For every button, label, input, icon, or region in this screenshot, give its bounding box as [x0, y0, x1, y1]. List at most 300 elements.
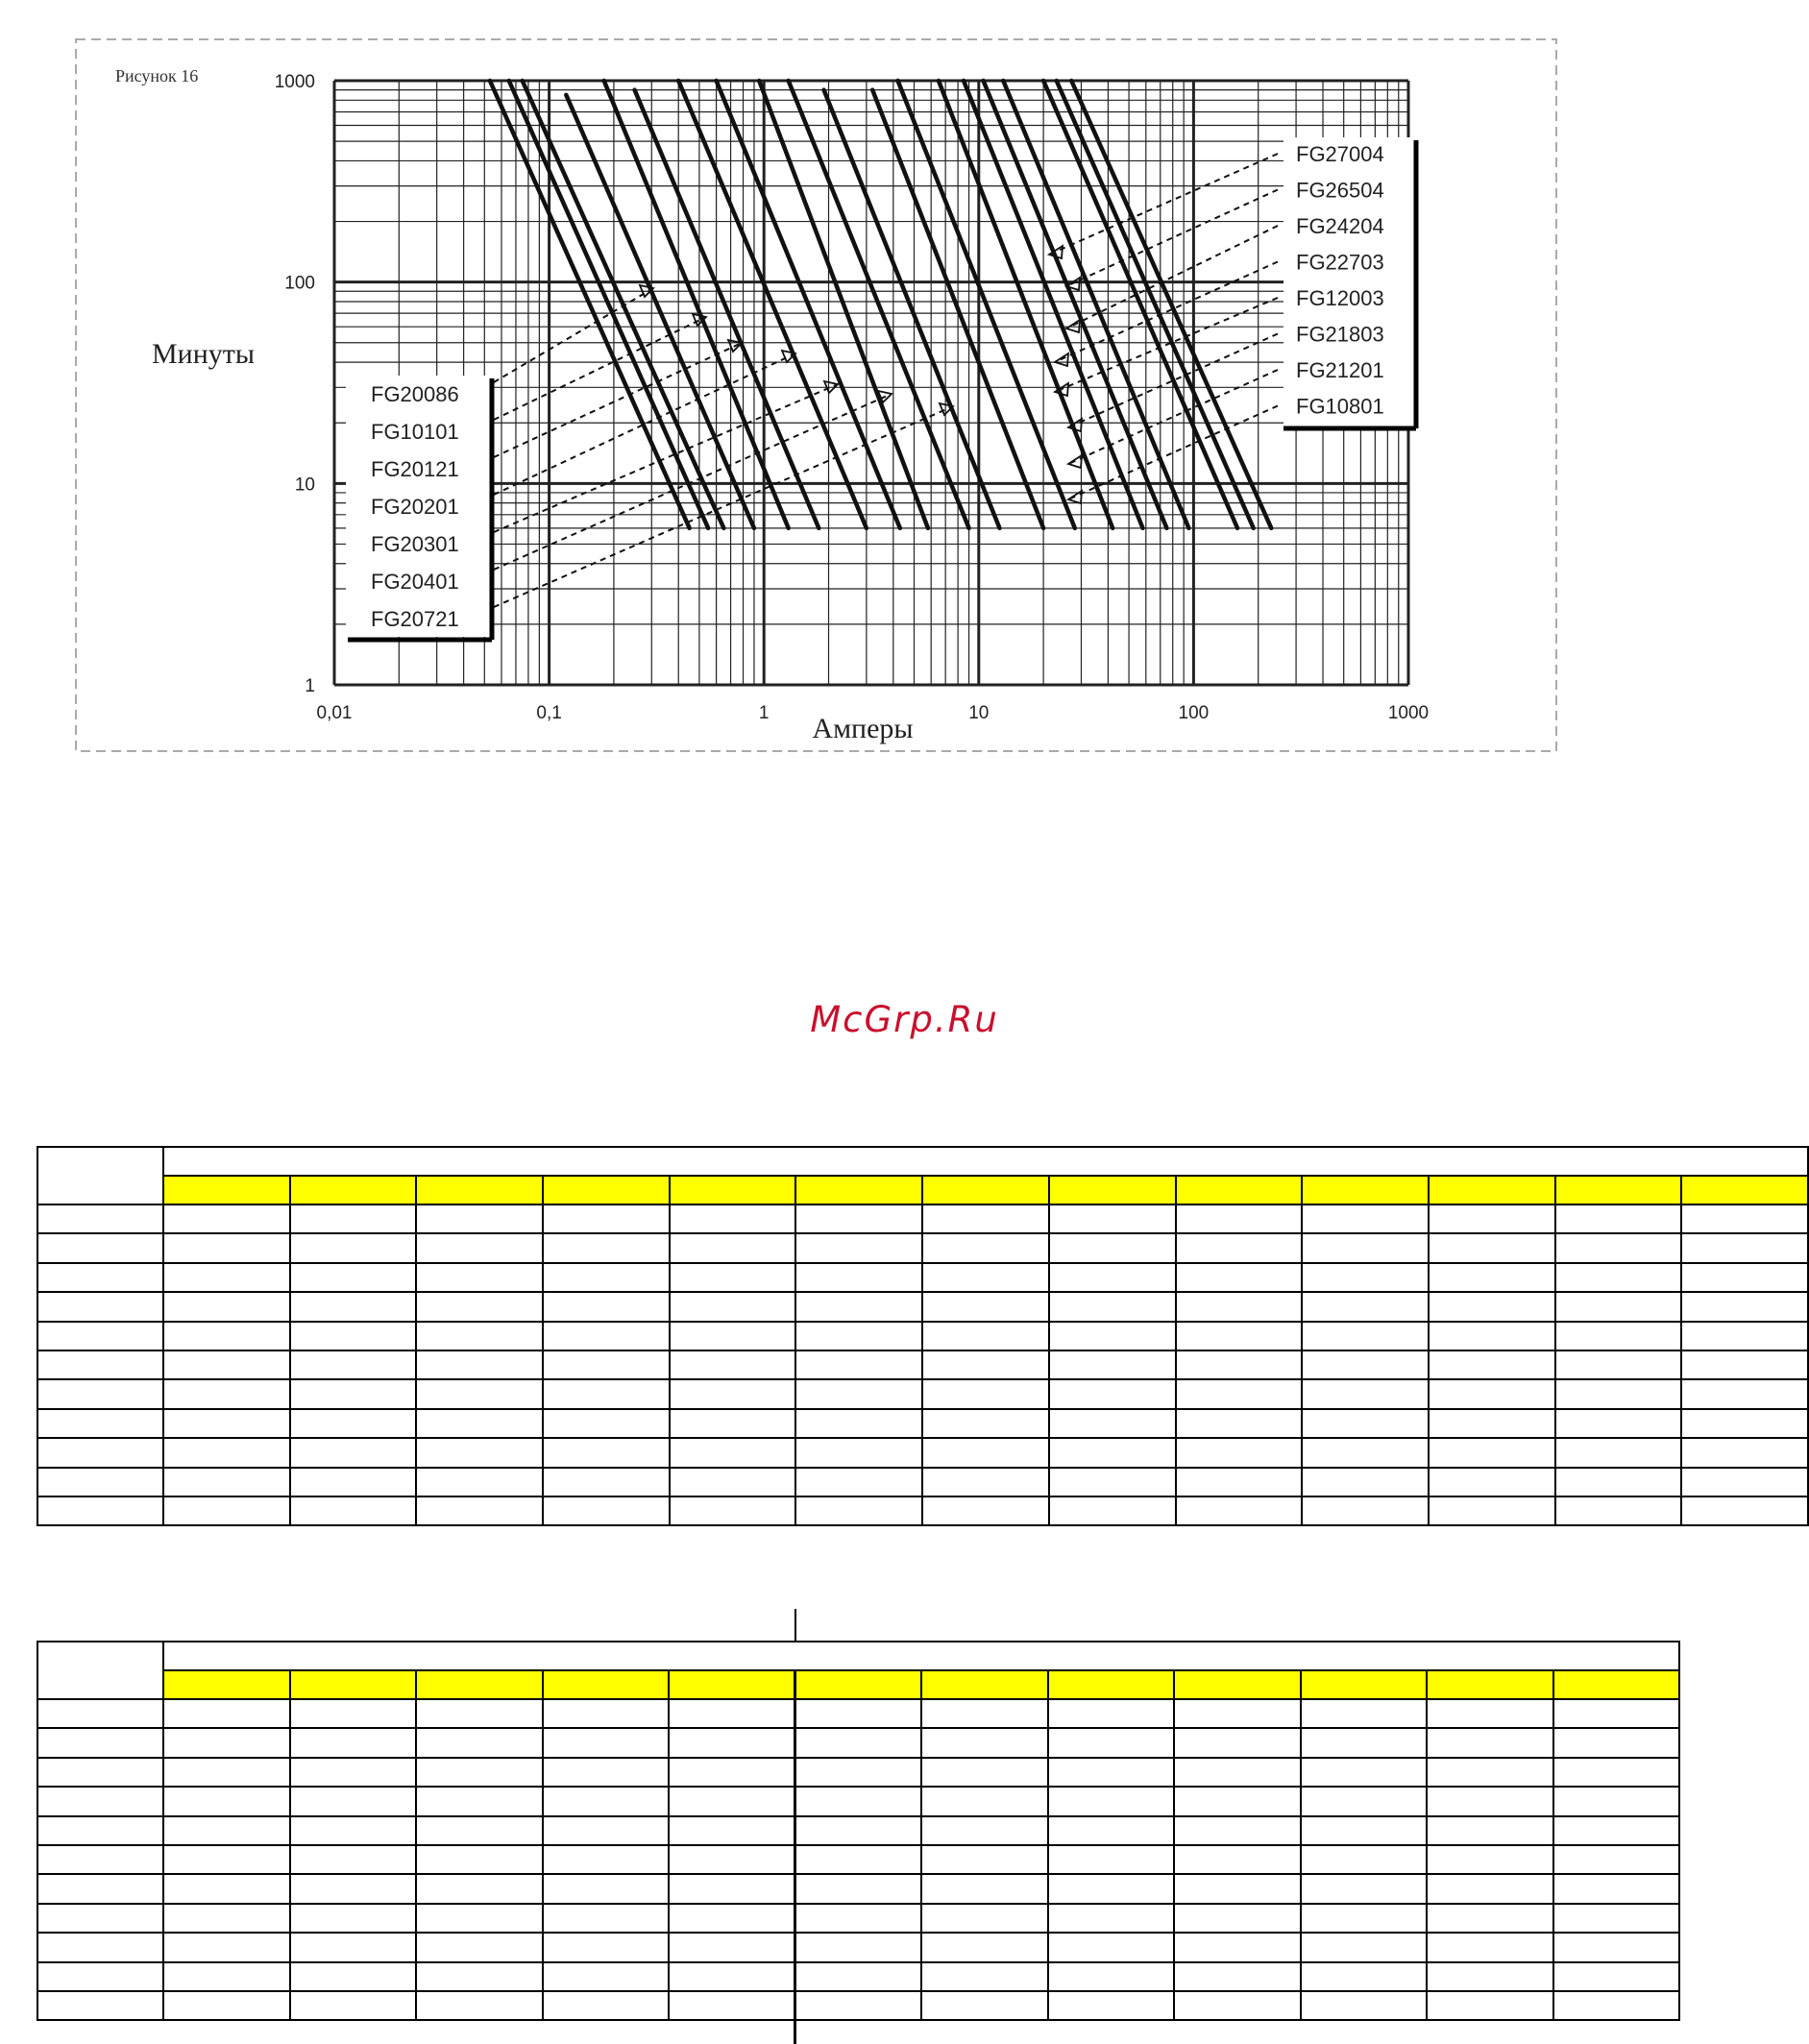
- table-cell: [669, 1933, 795, 1961]
- legend-left-label: FG20401: [371, 570, 459, 594]
- table-cell: [921, 1758, 1048, 1787]
- table-cell: [543, 1991, 670, 2020]
- table-cell: [1681, 1322, 1808, 1350]
- table-cell: [795, 1845, 922, 1874]
- table-subheader-cell: [290, 1670, 417, 1699]
- table-cell: [1427, 1991, 1553, 2020]
- table-cell: [1302, 1379, 1429, 1408]
- table-cell: [416, 1991, 543, 2020]
- table-cell: [795, 1233, 922, 1262]
- table-cell: [669, 1699, 795, 1728]
- curve-FG30030: [1071, 81, 1271, 528]
- table-cell: [1555, 1322, 1682, 1350]
- table-cell: [37, 1758, 163, 1787]
- y-tick-label: 100: [284, 273, 315, 294]
- table-row: [37, 1728, 1679, 1757]
- table-cell: [416, 1699, 543, 1728]
- table-cell: [922, 1322, 1049, 1350]
- table-cell: [1049, 1233, 1176, 1262]
- table-cell: [1176, 1322, 1303, 1350]
- table-cell: [1555, 1468, 1682, 1496]
- y-tick-label: 1000: [274, 72, 315, 92]
- legend-right-label: FG21803: [1296, 322, 1384, 347]
- table-cell: [543, 1233, 670, 1262]
- curve-FG10801: [717, 81, 900, 528]
- table-cell: [921, 1728, 1048, 1757]
- table-cell: [416, 1758, 543, 1787]
- table-cell: [795, 1728, 922, 1757]
- table-cell: [921, 1816, 1048, 1845]
- legend-left-label: FG20201: [371, 495, 459, 519]
- table-cell: [543, 1438, 670, 1467]
- table-cell: [795, 1962, 922, 1991]
- table-cell: [922, 1379, 1049, 1408]
- table-cell: [1302, 1233, 1429, 1262]
- table-cell: [1301, 1728, 1428, 1757]
- table-cell: [416, 1233, 543, 1262]
- table-cell: [670, 1263, 796, 1292]
- table-cell: [1049, 1292, 1176, 1321]
- table-cell: [1681, 1233, 1808, 1262]
- table-cell: [37, 1962, 163, 1991]
- table-cell: [670, 1292, 796, 1321]
- table-cell: [1302, 1496, 1429, 1525]
- legend-left-label: FG20721: [371, 607, 459, 631]
- table-cell: [669, 1845, 795, 1874]
- table-cell: [163, 1904, 290, 1933]
- table-subheader-cell: [163, 1670, 290, 1699]
- table-cell: [1176, 1263, 1303, 1292]
- table-subheader-cell: [670, 1176, 796, 1204]
- table-cell: [1174, 1728, 1301, 1757]
- table-cell: [1553, 1728, 1680, 1757]
- table-subheader-cell: [1553, 1670, 1680, 1699]
- table-cell: [1176, 1292, 1303, 1321]
- table-row: [37, 1758, 1679, 1787]
- table-cell: [543, 1728, 670, 1757]
- table-cell: [1553, 1933, 1680, 1961]
- table-cell: [1681, 1350, 1808, 1379]
- y-axis-ticks: [275, 72, 315, 696]
- table-subheader-cell: [1174, 1670, 1301, 1699]
- table-cell: [1429, 1292, 1555, 1321]
- table-cell: [543, 1263, 670, 1292]
- curve-FG24204: [898, 81, 1075, 528]
- table-cell: [670, 1438, 796, 1467]
- table-cell: [795, 1204, 922, 1233]
- table-cell: [1174, 1699, 1301, 1728]
- table-cell: [163, 1845, 290, 1874]
- table-cell: [1301, 1991, 1428, 2020]
- table-cell: [1429, 1379, 1555, 1408]
- table-cell: [795, 1758, 922, 1787]
- table-cell: [1049, 1322, 1176, 1350]
- table-cell: [290, 1379, 417, 1408]
- table-cell: [1555, 1409, 1682, 1438]
- table-cell: [1049, 1438, 1176, 1467]
- table-cell: [1427, 1699, 1553, 1728]
- table-subheader-cell: [1176, 1176, 1303, 1204]
- table-cell: [921, 1845, 1048, 1874]
- table-cell: [1174, 1904, 1301, 1933]
- legend-right-label: FG27004: [1296, 142, 1384, 166]
- legend-right-label: FG24204: [1296, 214, 1384, 238]
- table-cell: [1301, 1816, 1428, 1845]
- table-cell: [1429, 1409, 1555, 1438]
- table-row: [37, 1904, 1679, 1933]
- table-cell: [1176, 1350, 1303, 1379]
- table-cell: [1429, 1350, 1555, 1379]
- table-cell: [1174, 1845, 1301, 1874]
- table-cell: [1427, 1874, 1553, 1903]
- table-cell: [1302, 1468, 1429, 1496]
- table-cell: [1555, 1263, 1682, 1292]
- table-cell: [1301, 1874, 1428, 1903]
- table-cell: [1427, 1758, 1553, 1787]
- table-cell: [163, 1438, 290, 1467]
- table-cell: [543, 1204, 670, 1233]
- table-row: [37, 1350, 1808, 1379]
- table-cell: [416, 1350, 543, 1379]
- table-cell: [416, 1438, 543, 1467]
- table-cell: [1176, 1409, 1303, 1438]
- table-cell: [163, 1233, 290, 1262]
- empty-table-1: [37, 1146, 1809, 1526]
- table-cell: [1302, 1263, 1429, 1292]
- table-cell: [1427, 1904, 1553, 1933]
- table-cell: [416, 1409, 543, 1438]
- table-cell: [1301, 1962, 1428, 1991]
- table-row: [37, 1787, 1679, 1815]
- table-cell: [163, 1322, 290, 1350]
- table-cell: [1302, 1409, 1429, 1438]
- curve-FG30014: [1003, 81, 1188, 528]
- table-header-cell: [163, 1147, 1808, 1176]
- table-cell: [1429, 1438, 1555, 1467]
- table-cell: [1048, 1962, 1175, 1991]
- table-cell: [1302, 1350, 1429, 1379]
- table-subheader-cell: [795, 1176, 922, 1204]
- table-cell: [1681, 1292, 1808, 1321]
- table-cell: [1681, 1468, 1808, 1496]
- table-cell: [670, 1409, 796, 1438]
- table-cell: [1555, 1233, 1682, 1262]
- y-tick-label: 1: [305, 676, 315, 696]
- table-cell: [416, 1874, 543, 1903]
- table-subheader-cell: [795, 1670, 922, 1699]
- table-cell: [795, 1904, 922, 1933]
- table-cell: [1301, 1699, 1428, 1728]
- table-cell: [1049, 1409, 1176, 1438]
- table-cell: [290, 1292, 417, 1321]
- table-cell: [795, 1991, 922, 2020]
- table-row: [37, 1468, 1808, 1496]
- table-cell: [922, 1468, 1049, 1496]
- table-cell: [1427, 1933, 1553, 1961]
- table-cell: [670, 1322, 796, 1350]
- legend-right-label: FG21201: [1296, 358, 1384, 382]
- curve-FG20721: [678, 81, 867, 528]
- table-cell: [1301, 1845, 1428, 1874]
- x-tick-label: 1: [758, 703, 770, 723]
- table-cell: [1049, 1204, 1176, 1233]
- table-cell: [1176, 1438, 1303, 1467]
- table-divider-tick: [794, 1609, 796, 1641]
- table-cell: [163, 1874, 290, 1903]
- table-cell: [290, 1263, 417, 1292]
- table-cell: [37, 1991, 163, 2020]
- table-cell: [669, 1962, 795, 1991]
- table-cell: [795, 1263, 922, 1292]
- legend-left-label: FG20086: [371, 382, 459, 406]
- table-cell: [543, 1379, 670, 1408]
- table-cell: [416, 1322, 543, 1350]
- table-cell: [163, 1699, 290, 1728]
- table-cell: [290, 1204, 417, 1233]
- table-cell: [1553, 1845, 1680, 1874]
- table-cell: [1555, 1379, 1682, 1408]
- table-cell: [543, 1468, 670, 1496]
- table-cell: [1429, 1322, 1555, 1350]
- table-cell: [1302, 1438, 1429, 1467]
- table-cell: [290, 1409, 417, 1438]
- y-tick-label: 10: [294, 474, 315, 496]
- table-cell: [163, 1468, 290, 1496]
- table-cell: [1176, 1496, 1303, 1525]
- table-cell: [1302, 1322, 1429, 1350]
- table-cell: [163, 1962, 290, 1991]
- table-cell: [290, 1758, 417, 1787]
- table-cell: [416, 1787, 543, 1815]
- table-cell: [543, 1350, 670, 1379]
- table-cell: [290, 1728, 417, 1757]
- table-subheader-cell: [1427, 1670, 1553, 1699]
- table-cell: [1048, 1758, 1175, 1787]
- table-cell: [921, 1874, 1048, 1903]
- table-cell: [543, 1758, 670, 1787]
- table-cell: [290, 1845, 417, 1874]
- table-cell: [1174, 1933, 1301, 1961]
- table-cell: [543, 1904, 670, 1933]
- table-cell: [795, 1468, 922, 1496]
- table-cell: [1555, 1292, 1682, 1321]
- table-cell: [37, 1874, 163, 1903]
- table-cell: [416, 1728, 543, 1757]
- y-axis-label: Минуты: [152, 338, 256, 370]
- table-cell: [921, 1699, 1048, 1728]
- table-cell: [795, 1409, 922, 1438]
- table-cell: [37, 1845, 163, 1874]
- table-cell: [543, 1816, 670, 1845]
- table-cell: [37, 1728, 163, 1757]
- x-tick-label: 0,01: [316, 703, 353, 723]
- table-cell: [1681, 1496, 1808, 1525]
- legend-leader-right: [1055, 298, 1278, 392]
- table-cell: [1681, 1204, 1808, 1233]
- table-cell: [1427, 1728, 1553, 1757]
- table-cell: [922, 1233, 1049, 1262]
- table-cell: [290, 1933, 417, 1961]
- table-cell: [37, 1350, 163, 1379]
- table-row: [37, 1962, 1679, 1991]
- legend-right-label: FG26504: [1296, 178, 1384, 203]
- table-cell: [921, 1933, 1048, 1961]
- table-cell: [795, 1322, 922, 1350]
- table-cell: [37, 1933, 163, 1961]
- table-cell: [163, 1292, 290, 1321]
- table-cell: [1429, 1233, 1555, 1262]
- legend-right-label: FG22703: [1296, 250, 1384, 275]
- table-cell: [1427, 1787, 1553, 1815]
- table-cell: [921, 1787, 1048, 1815]
- table-subheader-cell: [1555, 1176, 1682, 1204]
- legend-leader-left: [494, 384, 838, 532]
- table-cell: [290, 1699, 417, 1728]
- table-cell: [795, 1933, 922, 1961]
- curve-FG20121: [523, 81, 724, 528]
- table-cell: [669, 1874, 795, 1903]
- table-cell: [37, 1496, 163, 1525]
- table-cell: [416, 1292, 543, 1321]
- table-cell: [670, 1233, 796, 1262]
- legend-left: [346, 376, 492, 640]
- table-cell: [543, 1322, 670, 1350]
- table-cell: [922, 1204, 1049, 1233]
- table-subheader-cell: [543, 1670, 670, 1699]
- table-cell: [1048, 1904, 1175, 1933]
- table-cell: [1429, 1204, 1555, 1233]
- table-cell: [37, 1787, 163, 1815]
- legend-right-label: FG10801: [1296, 394, 1384, 419]
- table-cell: [290, 1874, 417, 1903]
- table-cell: [163, 1933, 290, 1961]
- table-cell: [543, 1409, 670, 1438]
- table-cell: [1681, 1409, 1808, 1438]
- table-cell: [1553, 1991, 1680, 2020]
- table-cell: [416, 1468, 543, 1496]
- table-cell: [1174, 1962, 1301, 1991]
- table-row: [37, 1438, 1808, 1467]
- table-cell: [670, 1379, 796, 1408]
- table-cell: [1048, 1816, 1175, 1845]
- table-cell: [669, 1991, 795, 2020]
- table-cell: [1302, 1204, 1429, 1233]
- table-cell: [1048, 1845, 1175, 1874]
- table-row: [37, 1204, 1808, 1233]
- table-cell: [163, 1379, 290, 1408]
- table-cell: [1553, 1787, 1680, 1815]
- table-cell: [1553, 1904, 1680, 1933]
- table-cell: [1555, 1438, 1682, 1467]
- table-cell: [795, 1350, 922, 1379]
- table-cell: [1302, 1292, 1429, 1321]
- table-subheader-cell: [1681, 1176, 1808, 1204]
- table-cell: [922, 1438, 1049, 1467]
- table-cell: [1555, 1204, 1682, 1233]
- table-cell: [543, 1933, 670, 1961]
- table-cell: [669, 1816, 795, 1845]
- table-split-line: [794, 1671, 796, 2044]
- table-cell: [543, 1496, 670, 1525]
- table-row: [37, 1263, 1808, 1292]
- table-cell: [290, 1438, 417, 1467]
- table-cell: [37, 1699, 163, 1728]
- legend-left-label: FG20301: [371, 532, 459, 556]
- table-cell: [795, 1292, 922, 1321]
- table-cell: [290, 1962, 417, 1991]
- table-cell: [669, 1728, 795, 1757]
- table-cell: [1174, 1816, 1301, 1845]
- table-cell: [163, 1496, 290, 1525]
- table-cell: [795, 1438, 922, 1467]
- table-cell: [543, 1962, 670, 1991]
- table-corner-cell: [37, 1642, 163, 1699]
- table-cell: [1176, 1379, 1303, 1408]
- legend-leader-left: [494, 406, 953, 607]
- table-row: [37, 1496, 1808, 1525]
- legend-right: [1283, 137, 1416, 428]
- legend-left-label: FG10101: [371, 420, 459, 444]
- table-subheader-cell: [1302, 1176, 1429, 1204]
- table-cell: [543, 1787, 670, 1815]
- table-cell: [922, 1496, 1049, 1525]
- table-cell: [1427, 1816, 1553, 1845]
- table-cell: [1048, 1874, 1175, 1903]
- table-cell: [922, 1263, 1049, 1292]
- table-cell: [670, 1350, 796, 1379]
- table-subheader-cell: [1048, 1670, 1175, 1699]
- x-tick-label: 1000: [1387, 703, 1430, 723]
- x-axis-label: Амперы: [812, 713, 914, 744]
- table-cell: [543, 1292, 670, 1321]
- table-cell: [670, 1204, 796, 1233]
- table-cell: [795, 1699, 922, 1728]
- x-tick-label: 10: [968, 703, 990, 723]
- table-cell: [290, 1904, 417, 1933]
- table-cell: [290, 1816, 417, 1845]
- table-cell: [543, 1699, 670, 1728]
- table-cell: [543, 1845, 670, 1874]
- table-cell: [290, 1787, 417, 1815]
- table-cell: [1681, 1438, 1808, 1467]
- table-cell: [416, 1933, 543, 1961]
- table-cell: [1301, 1787, 1428, 1815]
- table-cell: [163, 1787, 290, 1815]
- table-cell: [1048, 1991, 1175, 2020]
- table-cell: [163, 1204, 290, 1233]
- table-row: [37, 1233, 1808, 1262]
- table-cell: [1555, 1496, 1682, 1525]
- table-cell: [669, 1904, 795, 1933]
- table-cell: [1049, 1496, 1176, 1525]
- table-cell: [1176, 1204, 1303, 1233]
- table-cell: [1049, 1468, 1176, 1496]
- table-cell: [1176, 1233, 1303, 1262]
- table-cell: [290, 1233, 417, 1262]
- table-subheader-cell: [290, 1176, 417, 1204]
- table-cell: [1174, 1991, 1301, 2020]
- table-cell: [416, 1816, 543, 1845]
- table-cell: [1049, 1350, 1176, 1379]
- table-cell: [1427, 1962, 1553, 1991]
- table-cell: [921, 1962, 1048, 1991]
- table-cell: [1301, 1758, 1428, 1787]
- table-cell: [1049, 1263, 1176, 1292]
- table-cell: [1048, 1728, 1175, 1757]
- table-cell: [1174, 1787, 1301, 1815]
- table-row: [37, 1874, 1679, 1903]
- x-tick-label: 100: [1178, 703, 1210, 723]
